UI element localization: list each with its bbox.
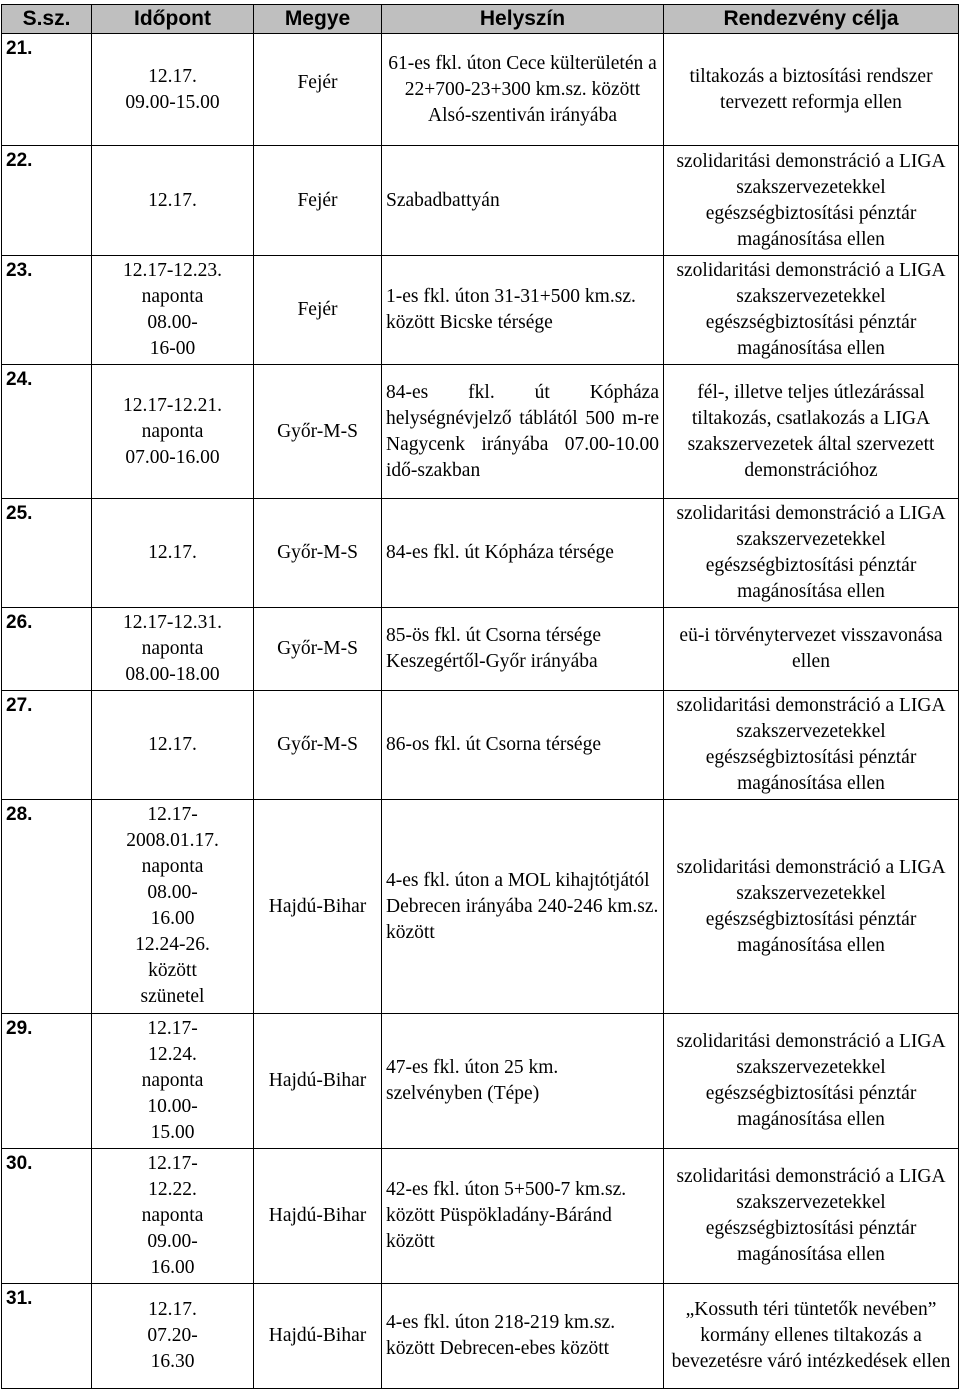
row-time [92,1284,254,1389]
row-county: Győr-M-S [254,499,382,608]
row-time [92,256,254,365]
header-purpose: Rendezvény célja [664,5,959,34]
row-purpose: „Kossuth téri tüntetők nevében” kormány ellenes tiltakozás a bevezetésre váró intézkedések ellen [664,1284,959,1389]
row-county: Fejér [254,256,382,365]
row-time-text: 12.17. 09.00-15.00 [125,65,220,113]
row-time-text: 12.17- 12.24. naponta 10.00- 15.00 [141,1018,204,1143]
row-purpose: szolidaritási demonstráció a LIGA szakszervezetekkel egészségbiztosítási pénztár magánosítása ellen [664,1014,959,1149]
row-time [92,1149,254,1284]
row-purpose: fél-, illetve teljes útlezárással tiltakozás, csatlakozás a LIGA szakszervezetek által szervezett demonstrációhoz [664,365,959,499]
table-row [2,691,959,800]
header-number: S.sz. [2,5,92,34]
row-county: Hajdú-Bihar [254,1014,382,1149]
row-location: 47-es fkl. úton 25 km. szelvényben (Tépe) [382,1014,664,1149]
row-number: 31. [2,1284,92,1389]
table-row [2,1149,959,1284]
row-location: 42-es fkl. úton 5+500-7 km.sz. között Püspökladány-Báránd között [382,1149,664,1284]
row-purpose: szolidaritási demonstráció a LIGA szakszervezetekkel egészségbiztosítási pénztár magánosítása ellen [664,691,959,800]
row-number: 22. [2,146,92,256]
header-county: Megye [254,5,382,34]
row-time [92,691,254,800]
row-number: 29. [2,1014,92,1149]
row-location: 4-es fkl. úton a MOL kihajtótjától Debrecen irányába 240-246 km.sz. között [382,800,664,1014]
table-row [2,34,959,146]
table-row [2,256,959,365]
row-purpose: szolidaritási demonstráció a LIGA szakszervezetekkel egészségbiztosítási pénztár magánosítása ellen [664,256,959,365]
row-county: Hajdú-Bihar [254,1284,382,1389]
row-time-text: 12.17. 07.20- 16.30 [147,1299,198,1372]
row-time-text: 12.17-12.31. naponta 08.00-18.00 [122,612,223,685]
row-time-text: 12.17- 2008.01.17. naponta 08.00- 16.00 12.24-26. között szünetel [126,804,219,1007]
row-time-text: 12.17. [148,542,197,563]
row-time-text: 12.17. [148,734,197,755]
row-time-text: 12.17-12.21. naponta 07.00-16.00 [122,394,223,468]
row-location: 84-es fkl. út Kópháza helységnévjelző táblától 500 m-re Nagycenk irányába 07.00-10.00 idő-szakban [382,365,664,499]
row-number: 30. [2,1149,92,1284]
table-row [2,365,959,499]
row-location: Szabadbattyán [382,146,664,256]
row-purpose: eü-i törvénytervezet visszavonása ellen [664,608,959,691]
row-county: Győr-M-S [254,365,382,499]
row-purpose: szolidaritási demonstráció a LIGA szakszervezetekkel egészségbiztosítási pénztár magánosítása ellen [664,146,959,256]
row-county: Győr-M-S [254,608,382,691]
row-time [92,146,254,256]
row-time-text: 12.17- 12.22. naponta 09.00- 16.00 [141,1153,204,1278]
row-time [92,1014,254,1149]
row-location: 1-es fkl. úton 31-31+500 km.sz. között Bicske térsége [382,256,664,365]
row-time [92,365,254,499]
row-number: 25. [2,499,92,608]
row-number: 26. [2,608,92,691]
row-number: 21. [2,34,92,146]
row-time [92,34,254,146]
row-location: 84-es fkl. út Kópháza térsége [382,499,664,608]
row-location: 61-es fkl. úton Cece külterületén a 22+700-23+300 km.sz. között Alsó-szentiván irányába [382,34,664,146]
row-number: 27. [2,691,92,800]
row-county: Fejér [254,34,382,146]
row-purpose: szolidaritási demonstráció a LIGA szakszervezetekkel egészségbiztosítási pénztár magánosítása ellen [664,1149,959,1284]
row-time [92,499,254,608]
table-row [2,1014,959,1149]
row-location: 4-es fkl. úton 218-219 km.sz. között Debrecen-ebes között [382,1284,664,1389]
table-row [2,800,959,1014]
table-header-row [2,5,959,34]
table-row [2,1284,959,1389]
row-location: 86-os fkl. út Csorna térsége [382,691,664,800]
row-number: 24. [2,365,92,499]
header-location: Helyszín [382,5,664,34]
row-time [92,608,254,691]
table-row [2,608,959,691]
row-purpose: tiltakozás a biztosítási rendszer tervezett reformja ellen [664,34,959,146]
table-row [2,146,959,256]
row-county: Győr-M-S [254,691,382,800]
row-location: 85-ös fkl. út Csorna térsége Keszegértől-Győr irányába [382,608,664,691]
table-row [2,499,959,608]
row-purpose: szolidaritási demonstráció a LIGA szakszervezetekkel egészségbiztosítási pénztár magánosítása ellen [664,499,959,608]
row-number: 23. [2,256,92,365]
row-number: 28. [2,800,92,1014]
row-time-text: 12.17. [148,189,197,211]
row-time [92,800,254,1014]
events-table [1,4,959,1389]
row-county: Hajdú-Bihar [254,800,382,1014]
row-purpose: szolidaritási demonstráció a LIGA szakszervezetekkel egészségbiztosítási pénztár magánosítása ellen [664,800,959,1014]
row-time-text: 12.17-12.23. naponta 08.00- 16-00 [122,260,223,359]
row-county: Fejér [254,146,382,256]
header-time: Időpont [92,5,254,34]
row-county: Hajdú-Bihar [254,1149,382,1284]
